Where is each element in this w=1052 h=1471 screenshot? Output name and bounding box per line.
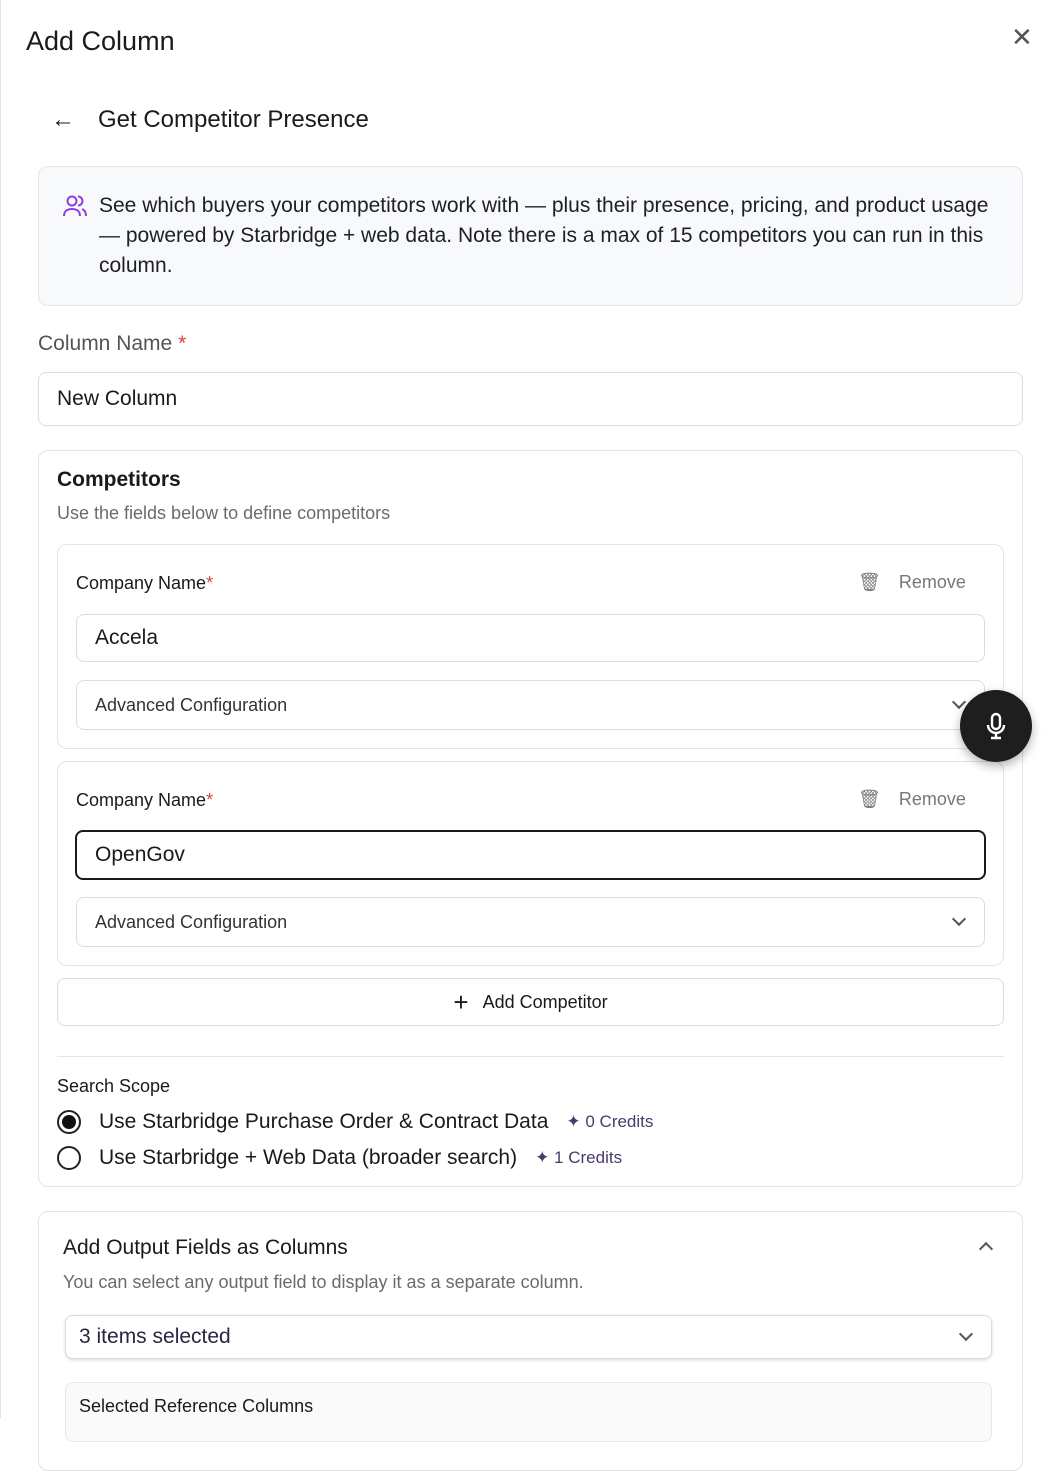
back-arrow-icon[interactable]: ← — [51, 106, 75, 133]
dialog-title: Add Column — [26, 26, 175, 56]
output-fields-select[interactable] — [65, 1315, 992, 1359]
chevron-down-icon — [952, 912, 966, 926]
competitors-description: Use the fields below to define competitors — [57, 503, 391, 523]
plus-icon: + — [453, 986, 469, 1017]
microphone-button[interactable] — [960, 690, 1032, 762]
close-icon[interactable]: ✕ — [1011, 22, 1033, 52]
selected-count: 3 items selected — [79, 1325, 231, 1348]
competitors-title: Competitors — [57, 468, 181, 491]
sparkle-icon: ✦ — [566, 1112, 581, 1131]
company-name-label: Company Name* — [76, 790, 214, 810]
remove-label: Remove — [898, 572, 966, 592]
advanced-configuration-toggle[interactable] — [76, 897, 985, 947]
trash-icon: 🗑 — [858, 572, 881, 592]
search-scope-label: Search Scope — [57, 1076, 171, 1096]
column-name-input[interactable]: New Column — [38, 372, 1023, 426]
output-description: You can select any output field to display it as a separate column. — [63, 1272, 584, 1292]
column-name-label: Column Name * — [38, 332, 187, 355]
company-name-input[interactable]: OpenGov — [75, 830, 986, 880]
credits-badge: ✦ 0 Credits — [566, 1112, 654, 1131]
chevron-down-icon — [959, 1327, 973, 1341]
company-name-label: Company Name* — [76, 573, 214, 593]
output-title: Add Output Fields as Columns — [63, 1236, 348, 1259]
advanced-label: Advanced Configuration — [95, 911, 288, 932]
radio-unselected[interactable] — [57, 1146, 81, 1170]
add-competitor-label: Add Competitor — [482, 991, 608, 1012]
info-text: See which buyers your competitors work with — plus their presence, pricing, and product usage — powered by Starbridge + web data. Note there is a max of 15 competitors you can run in this column. — [99, 194, 989, 277]
advanced-configuration-toggle[interactable] — [76, 680, 985, 730]
company-name-input[interactable]: Accela — [76, 614, 985, 662]
radio-option-web-data[interactable] — [57, 1146, 622, 1170]
advanced-label: Advanced Configuration — [95, 694, 288, 715]
info-box — [38, 166, 1023, 306]
microphone-icon — [985, 712, 1007, 740]
radio-option-purchase-order[interactable] — [57, 1110, 653, 1134]
page-title: Get Competitor Presence — [98, 106, 369, 133]
remove-button[interactable] — [858, 789, 966, 810]
remove-button[interactable] — [858, 572, 966, 593]
radio-label: Use Starbridge Purchase Order & Contract Data — [99, 1110, 549, 1133]
reference-columns-title: Selected Reference Columns — [79, 1396, 314, 1416]
remove-label: Remove — [898, 789, 966, 809]
radio-selected[interactable] — [57, 1110, 81, 1134]
radio-label: Use Starbridge + Web Data (broader search) — [99, 1146, 518, 1169]
sparkle-icon: ✦ — [535, 1148, 550, 1167]
users-icon — [63, 195, 87, 217]
add-competitor-button[interactable] — [57, 978, 1004, 1026]
divider — [57, 1056, 1004, 1057]
credits-badge: ✦ 1 Credits — [535, 1148, 623, 1167]
trash-icon: 🗑 — [858, 789, 881, 809]
